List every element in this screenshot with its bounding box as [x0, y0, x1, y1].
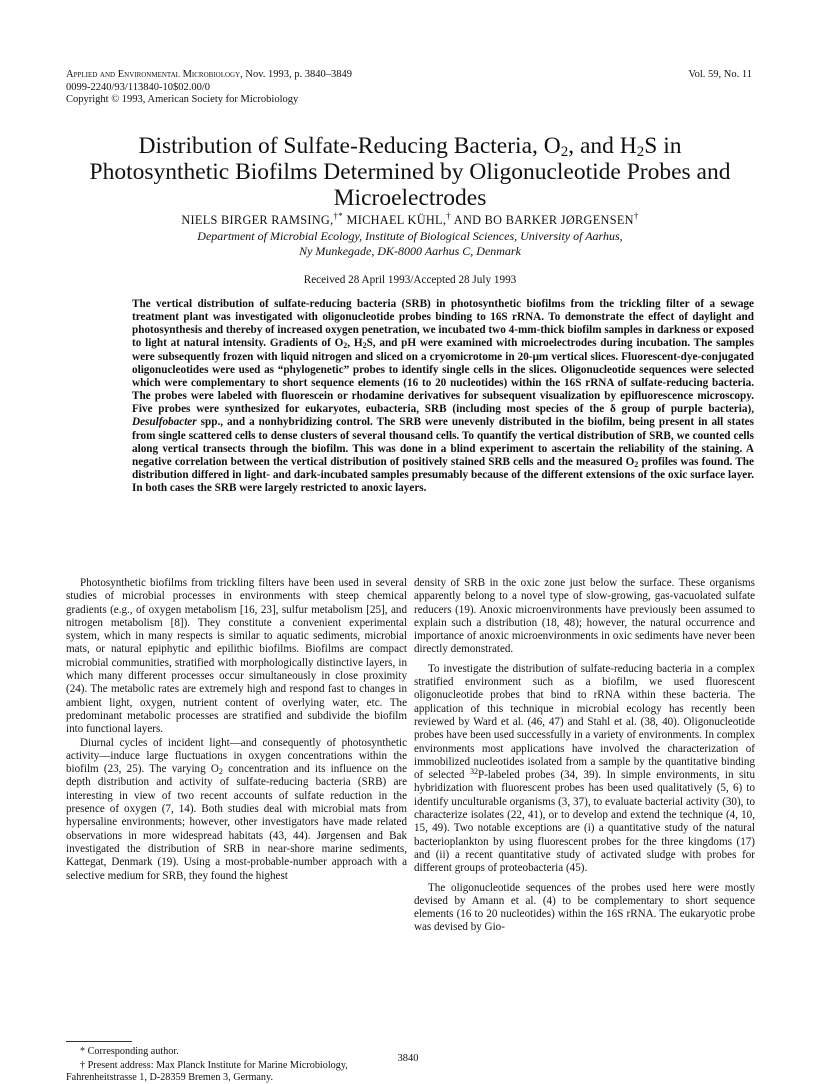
- body-column-left: [66, 577, 407, 883]
- affiliation: Department of Microbial Ecology, Institute of Biological Sciences, University of Aarhus, Ny Munkegade, DK-8000 Aarhus C, Denmark: [197, 229, 623, 258]
- paragraph: To investigate the distribution of sulfate-reducing bacteria in a complex stratified environment such as a biofilm, we used fluorescent oligonucleotide probes that bind to rRNA within these bacteria. The application of this technique in microbial ecology has recently been reviewed by Ward et al. (46, 47) and Stahl et al. (38, 40). Oligonucleotide probes have been used successfully in a variety of environments. In complex environments most applications have involved the characterization of immobilized nucleotides isolated from a sample by the quantitative binding of selected $^{32}$P-labeled probes (34, 39). In simple environments, in situ hybridization with fluorescent probes has been used qualitatively (5, 6) to identify unculturable organisms (3, 37), to evaluate bacterial activity (30), to characterize isolates (22, 41), or to develop and extend the technique (4, 10, 15, 49). Two notable exceptions are (i) a quantitative study of the natural bacterioplankton by using fluorescent probes for the three kingdoms (17) and (ii) a recent quantitative study of activated sludge with probes for different groups of proteobacteria (45).: [414, 662, 756, 875]
- paragraph: The oligonucleotide sequences of the probes used here were mostly devised by Amann et al. (4) to be complementary to short sequence elements (16 to 20 nucleotides) within the 16S rRNA. The eukaryotic probe was devised by Gio-: [414, 881, 755, 934]
- article-code: 0099-2240/93/113840-10$02.00/0: [66, 81, 210, 93]
- page-number: 3840: [397, 1053, 419, 1064]
- paragraph: density of SRB in the oxic zone just below the surface. These organisms apparently belong to a novel type of slow-growing, gas-vacuolated sulfate reducers (19). Anoxic microenvironments have previously been assumed to explain such a distribution (18, 48); however, the natural occurrence and importance of anoxic microenvironments in oxic sediments have never been directly demonstrated.: [414, 577, 755, 656]
- journal-name: Applied and Environmental Microbiology: [66, 69, 241, 80]
- abstract: The vertical distribution of sulfate-reducing bacteria (SRB) in photosynthetic biofilms from the trickling filter of a sewage treatment plant was investigated with oligonucleotide probes binding to 16S rRNA. To demonstrate the effect of daylight and photosynthesis and thereby of increased oxygen penetration, we incubated two 4-mm-thick biofilm samples in darkness or exposed to light at natural intensity. Gradients of $O_2$, $H_2S$, and pH were examined with microelectrodes during incubation. The samples were subsequently frozen with liquid nitrogen and sliced on a cryomicrotome in 20-μm vertical slices. Fluorescent-dye-conjugated oligonucleotides were used as “phylogenetic” probes to identify single cells in the slices. Oligonucleotide sequences were selected which were complementary to short sequence elements (16 to 20 nucleotides) within the 16S rRNA of sulfate-reducing bacteria. The probes were labeled with fluorescein or rhodamine derivatives for subsequent visualization by epifluorescence microscopy. Five probes were synthesized for eukaryotes, eubacteria, SRB (including most species of the δ group of purple bacteria), Desulfobacter spp., and a nonhybridizing control. The SRB were unevenly distributed in the biofilm, being present in all states from single scattered cells to dense clusters of several thousand cells. To quantify the vertical distribution of SRB, we counted cells along vertical transects through the biofilm. This was done in a blind experiment to ascertain the reliability of the staining. A negative correlation between the vertical distribution of positively stained SRB cells and the measured $O_2$ profiles was found. The distribution differed in light- and dark-incubated samples presumably because of the different extensions of the oxic surface layer. In both cases the SRB were largely restricted to anoxic layers.: [132, 298, 755, 495]
- footnote-corresponding: * Corresponding author.: [80, 1046, 179, 1057]
- paragraph: Diurnal cycles of incident light—and consequently of photosynthetic activity—induce large fluctuations in oxygen concentrations within the biofilm (23, 25). The varying $O_2$ concentration and its influence on the depth distribution and activity of sulfate-reducing bacteria (SRB) are interesting in view of two recent accounts of sulfate reduction in the presence of oxygen (7, 14). Both studies deal with microbial mats from hypersaline environments; however, other investigators have made related observations in more widespread habitats (43, 44). Jørgensen and Bak investigated the distribution of SRB in near-shore marine sediments, Kattegat, Denmark (19). Using a most-probable-number approach with a selective medium for SRB, they found the highest: [66, 736, 407, 882]
- body-column-right: [414, 577, 755, 935]
- copyright-line: Copyright © 1993, American Society for Microbiology: [66, 94, 299, 105]
- running-header: [66, 69, 536, 107]
- issue-info: , Nov. 1993, p. 3840–3849: [240, 69, 353, 80]
- paragraph: Photosynthetic biofilms from trickling filters have been used in several studies of microbial processes in environments with steep chemical gradients (e.g., of oxygen metabolism [16, 23], sulfur metabolism [25], and nitrogen metabolism [8]). They constitute a convenient experimental system, which in many respects is similar to aquatic sediments, microbial mats, or natural epiphytic and epilithic biofilms. Biofilms are compact microbial communities, stratified with morphologically distinctive layers, in which many different processes occur simultaneously in close proximity (24). The metabolic rates are extremely high and respond fast to changes in ambient light, oxygen, nutrient content of overlying water, etc. The predominant metabolic processes are stratified and subdivide the biofilm into functional layers.: [66, 577, 407, 736]
- received-dates: Received 28 April 1993/Accepted 28 July 1993: [303, 274, 517, 286]
- author-list: NIELS BIRGER RAMSING,†* MICHAEL KÜHL,† AND BO BARKER JØRGENSEN†: [181, 211, 639, 228]
- article-title: Distribution of Sulfate-Reducing Bacteria, $O_2$, and $H_2S$ in Photosynthetic Biofilms Determined by Oligonucleotide Probes and Microelectrodes: [89, 133, 731, 211]
- volume-info: Vol. 59, No. 11: [688, 69, 752, 80]
- footnote-rule: [66, 1041, 132, 1042]
- footnote-present-address: † Present address: Max Planck Institute for Marine Microbiology, Fahrenheitstrasse 1, D-28359 Bremen 3, Germany.: [66, 1060, 348, 1083]
